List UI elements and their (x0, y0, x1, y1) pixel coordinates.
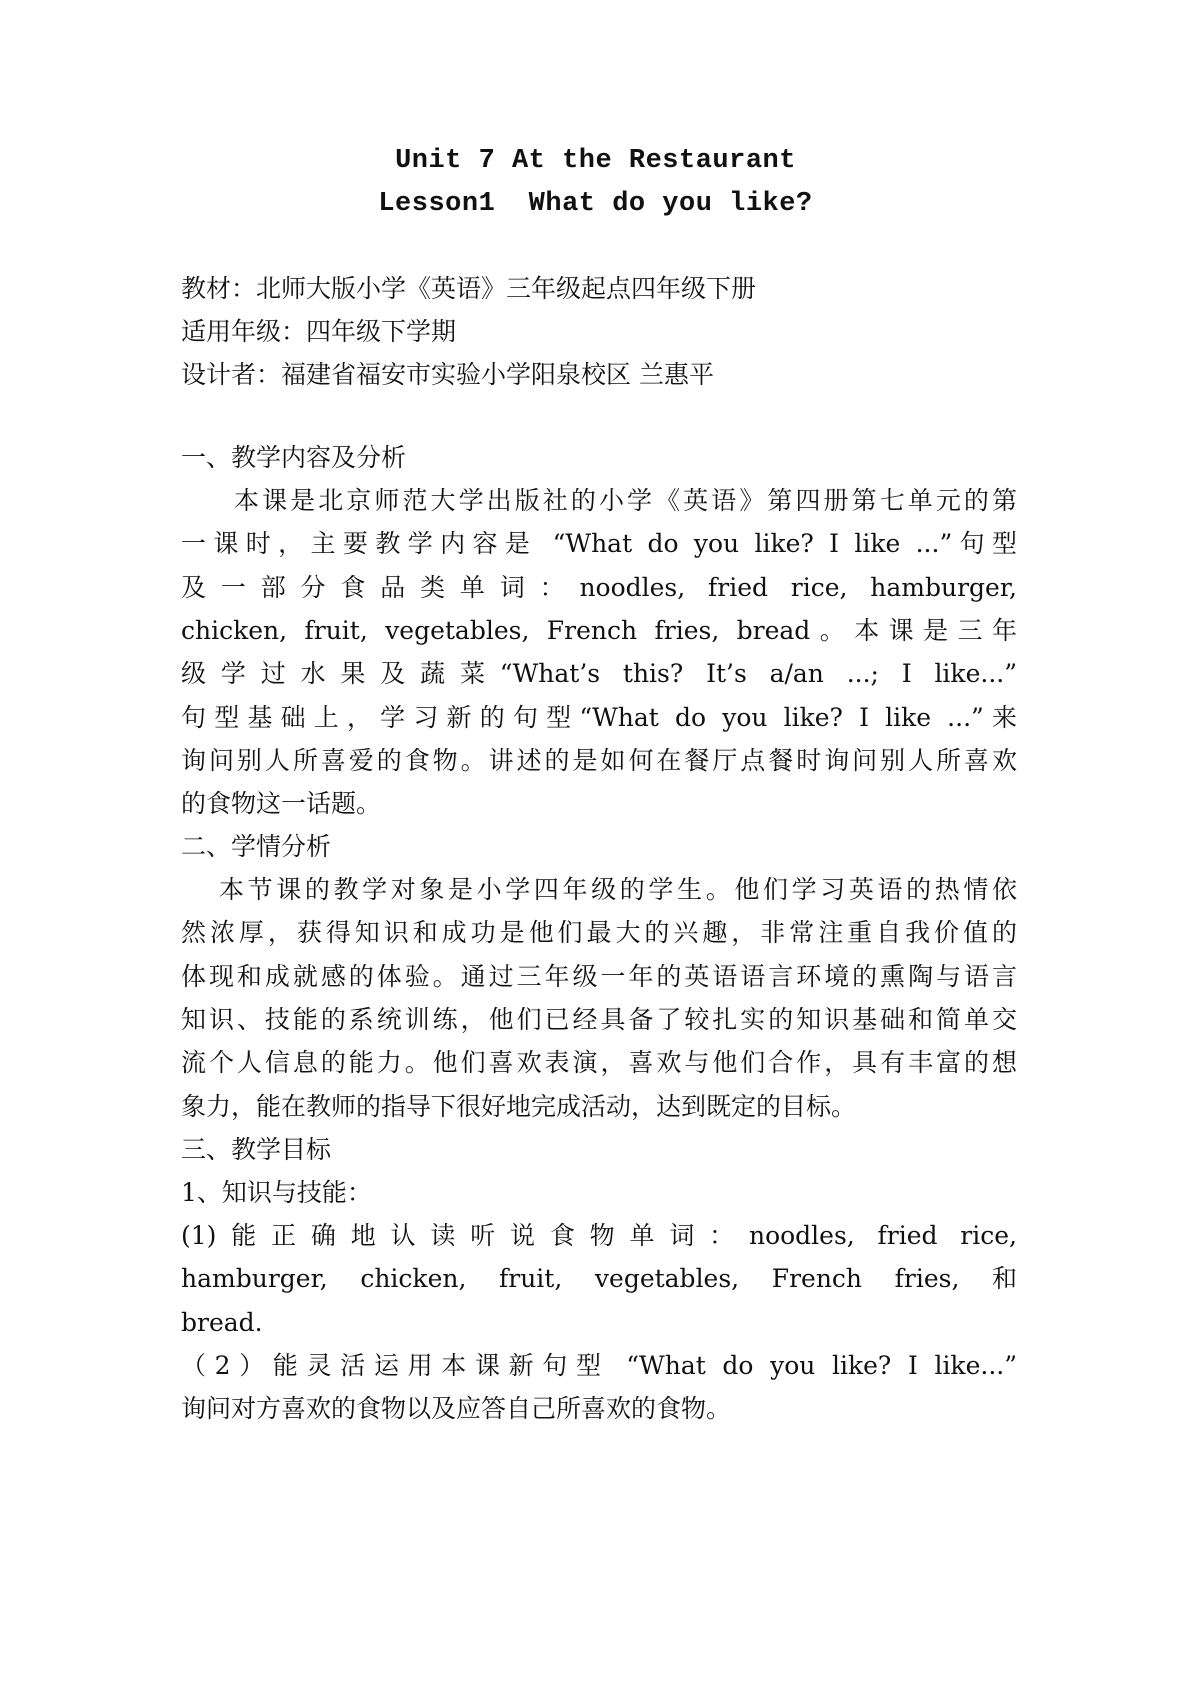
paragraph-line: chicken, fruit, vegetables, French fries, bread。本课是三年 (181, 616, 1017, 645)
paragraph-line: 的食物这一话题。 (181, 789, 382, 818)
paragraph-line: 本节课的教学对象是小学四年级的学生。他们学习英语的热情依 (219, 875, 1017, 904)
meta-grade: 适用年级：四年级下学期 (181, 317, 457, 346)
paragraph-line: 然浓厚，获得知识和成功是他们最大的兴趣，非常注重自我价值的 (181, 918, 1017, 947)
paragraph-line: 级学过水果及蔬菜“What’s this? It’s a/an ...; I like...” (181, 659, 1017, 688)
objective-item-2-line: 询问对方喜欢的食物以及应答自己所喜欢的食物。 (181, 1394, 732, 1423)
section-heading-content-analysis: 一、教学内容及分析 (181, 443, 407, 472)
paragraph-line: 一课时，主要教学内容是 “What do you like? I like ...”句型 (181, 529, 1017, 558)
section-heading-teaching-objectives: 三、教学目标 (181, 1135, 332, 1164)
objective-item-1-line: hamburger, chicken, fruit, vegetables, French fries, 和 (181, 1264, 1017, 1293)
subheading-knowledge-skills: 1、知识与技能： (181, 1178, 372, 1207)
meta-designer: 设计者：福建省福安市实验小学阳泉校区 兰惠平 (181, 360, 714, 389)
paragraph-line: 象力，能在教师的指导下很好地完成活动，达到既定的目标。 (181, 1092, 857, 1121)
paragraph-line: 本课是北京师范大学出版社的小学《英语》第四册第七单元的第 (234, 486, 1017, 515)
objective-item-1-line: (1)能正确地认读听说食物单词：noodles, fried rice, (181, 1221, 1017, 1250)
paragraph-line: 知识、技能的系统训练，他们已经具备了较扎实的知识基础和简单交 (181, 1005, 1017, 1034)
objective-item-1-line: bread. (181, 1308, 263, 1337)
paragraph-line: 句型基础上，学习新的句型“What do you like? I like ...”来 (181, 703, 1017, 732)
objective-item-2-line: （2）能灵活运用本课新句型 “What do you like? I like...” (181, 1351, 1017, 1380)
lesson-title: Lesson1 What do you like? (378, 189, 813, 219)
meta-textbook: 教材：北师大版小学《英语》三年级起点四年级下册 (181, 274, 757, 303)
paragraph-line: 询问别人所喜爱的食物。讲述的是如何在餐厅点餐时询问别人所喜欢 (181, 746, 1017, 775)
section-heading-student-analysis: 二、学情分析 (181, 832, 332, 861)
paragraph-line: 流个人信息的能力。他们喜欢表演，喜欢与他们合作，具有丰富的想 (181, 1048, 1017, 1077)
paragraph-line: 及一部分食品类单词：noodles, fried rice, hamburger, (181, 573, 1017, 602)
paragraph-line: 体现和成就感的体验。通过三年级一年的英语语言环境的熏陶与语言 (181, 962, 1017, 991)
unit-title: Unit 7 At the Restaurant (395, 146, 796, 176)
